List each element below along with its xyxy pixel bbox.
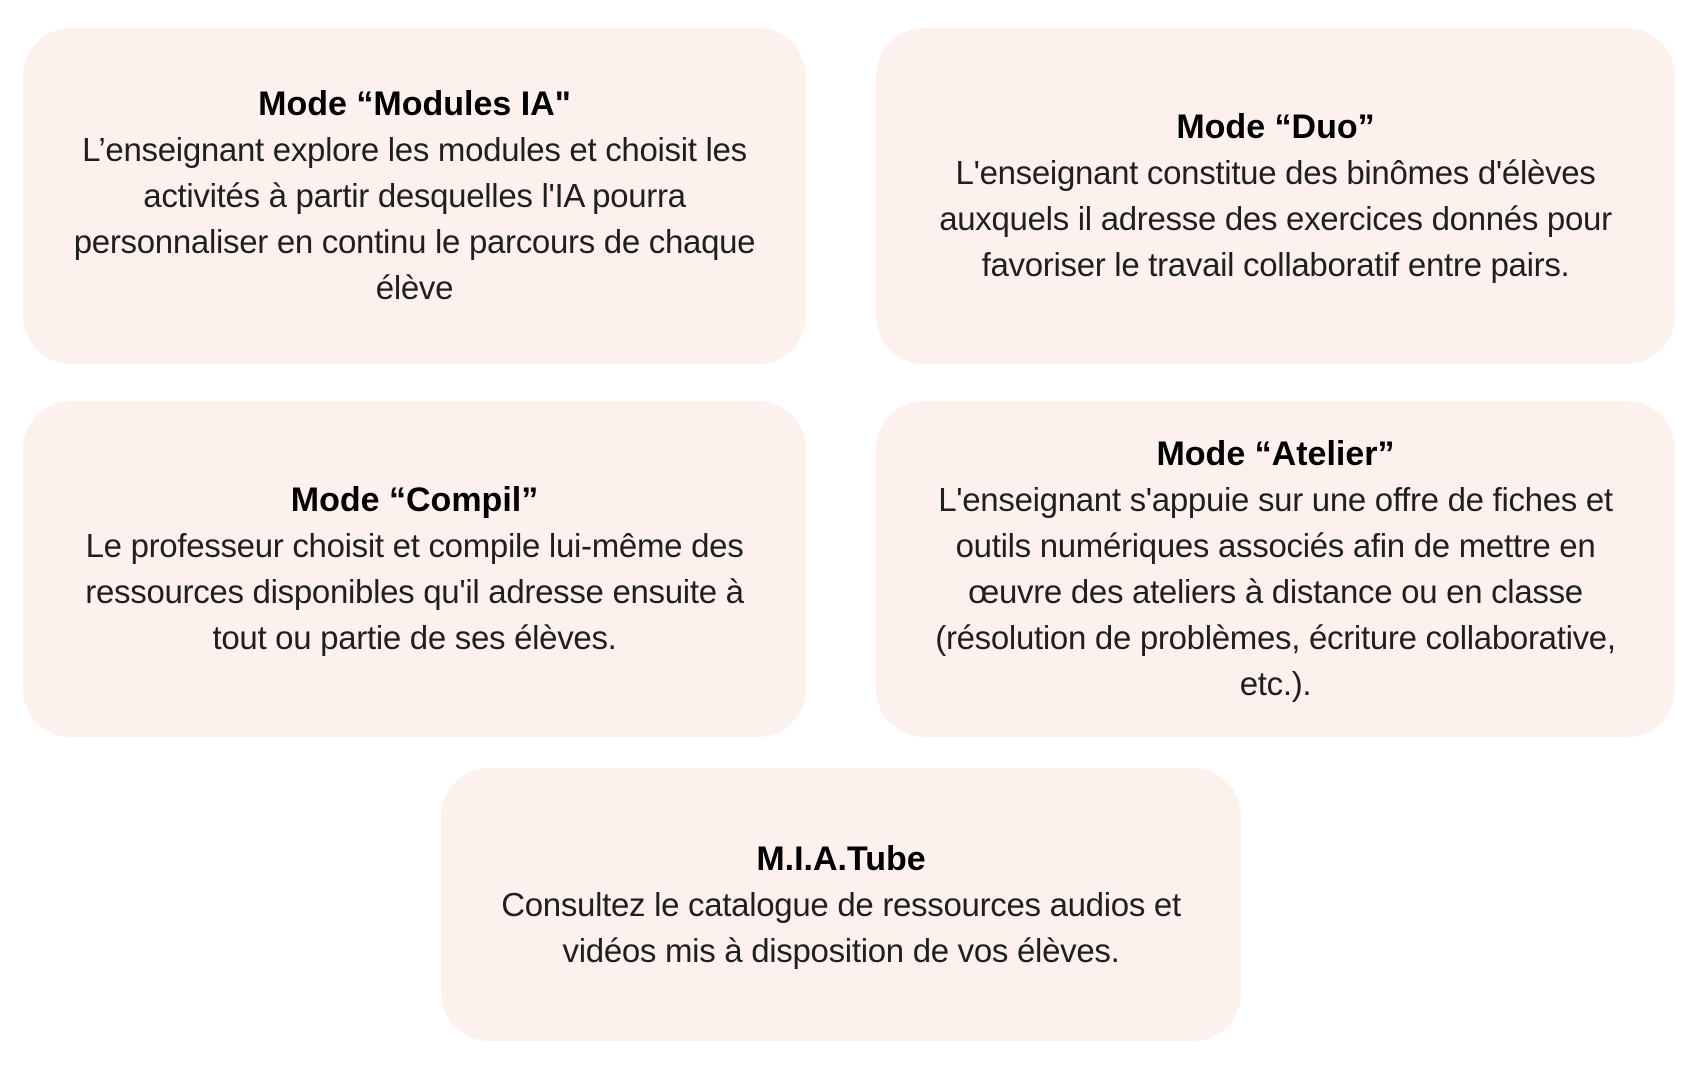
mode-modules-ia-card[interactable] bbox=[23, 28, 806, 364]
mode-duo-description: L'enseignant constitue des binômes d'élèves auxquels il adresse des exercices donnés pour favoriser le travail collaboratif entre pairs. bbox=[939, 154, 1612, 283]
mode-duo-card[interactable] bbox=[876, 28, 1675, 364]
mode-compil-card[interactable] bbox=[23, 401, 806, 737]
mode-atelier-title: Mode “Atelier” bbox=[1156, 435, 1395, 473]
mode-modules-ia-description: L’enseignant explore les modules et choisit les activités à partir desquelles l'IA pourra personnaliser en continu le parcours de chaque élève bbox=[73, 131, 756, 306]
mode-atelier-description: L'enseignant s'appuie sur une offre de fiches et outils numériques associés afin de mettre en œuvre des ateliers à distance ou en classe (résolution de problèmes, écriture collaborative, etc.). bbox=[935, 481, 1616, 702]
mode-compil-description: Le professeur choisit et compile lui-même des ressources disponibles qu'il adresse ensuite à tout ou partie de ses élèves. bbox=[85, 527, 744, 656]
miatube-title: M.I.A.Tube bbox=[756, 839, 926, 878]
mode-duo-title: Mode “Duo” bbox=[1176, 108, 1375, 146]
miatube-description: Consultez le catalogue de ressources audios et vidéos mis à disposition de vos élèves. bbox=[501, 885, 1181, 969]
mode-atelier-card[interactable] bbox=[876, 401, 1675, 737]
miatube-card[interactable] bbox=[441, 768, 1241, 1041]
mode-modules-ia-title: Mode “Modules IA" bbox=[258, 85, 571, 123]
mode-compil-title: Mode “Compil” bbox=[290, 481, 539, 519]
